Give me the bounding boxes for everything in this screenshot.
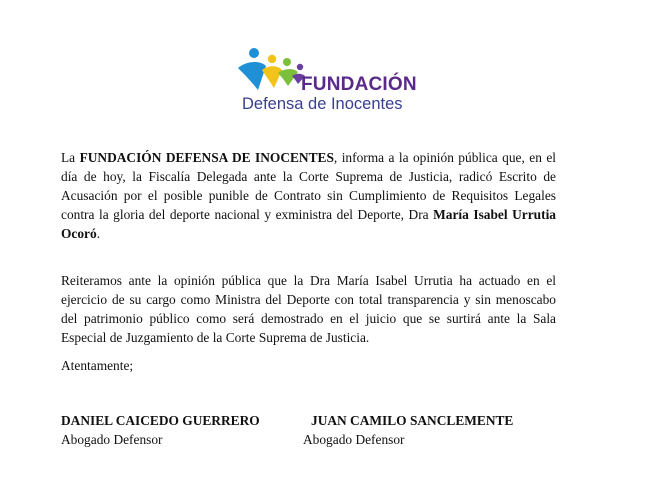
signatory-role: Abogado Defensor xyxy=(61,432,163,447)
signatory-name: JUAN CAMILO SANCLEMENTE xyxy=(311,413,514,428)
foundation-name: FUNDACIÓN DEFENSA DE INOCENTES xyxy=(79,150,334,165)
people-figures-logo-icon xyxy=(236,46,306,92)
foundation-logo xyxy=(236,44,417,118)
signatory-name: DANIEL CAICEDO GUERRERO xyxy=(61,413,260,428)
accused-name: María Isabel Urrutia Ocoró xyxy=(61,207,556,241)
closing-line: Atentamente; xyxy=(61,358,134,373)
p1-text-3: . xyxy=(96,226,101,241)
signature-block-1 xyxy=(61,411,260,449)
logo-subtitle: Defensa de Inocentes xyxy=(242,95,403,113)
announcement-paragraph xyxy=(61,148,556,243)
p1-text-2: , informa a la opinión pública que, en el día de hoy, la Fiscalía Delegada ante la Corte Suprema de Justicia, radicó Escrito de Acusación por el posible punible de Contrato sin Cumplimiento de Requisitos Legales contra la gloria del deporte nacional y exministra del Deporte, Dra xyxy=(61,150,556,222)
statement-paragraph: Reiteramos ante la opinión pública que la Dra María Isabel Urrutia ha actuado en el ejercicio de su cargo como Ministra del Deporte con total transparencia y sin menoscabo del patrimonio público como será demostrado en el juicio que se surtirá ante la Sala Especial de Juzgamiento de la Corte Suprema de Justicia. xyxy=(61,273,556,345)
signature-block-2 xyxy=(303,411,513,449)
logo-title: FUNDACIÓN xyxy=(301,74,417,95)
signatory-role: Abogado Defensor xyxy=(303,432,405,447)
p1-text-1: La xyxy=(61,150,80,165)
